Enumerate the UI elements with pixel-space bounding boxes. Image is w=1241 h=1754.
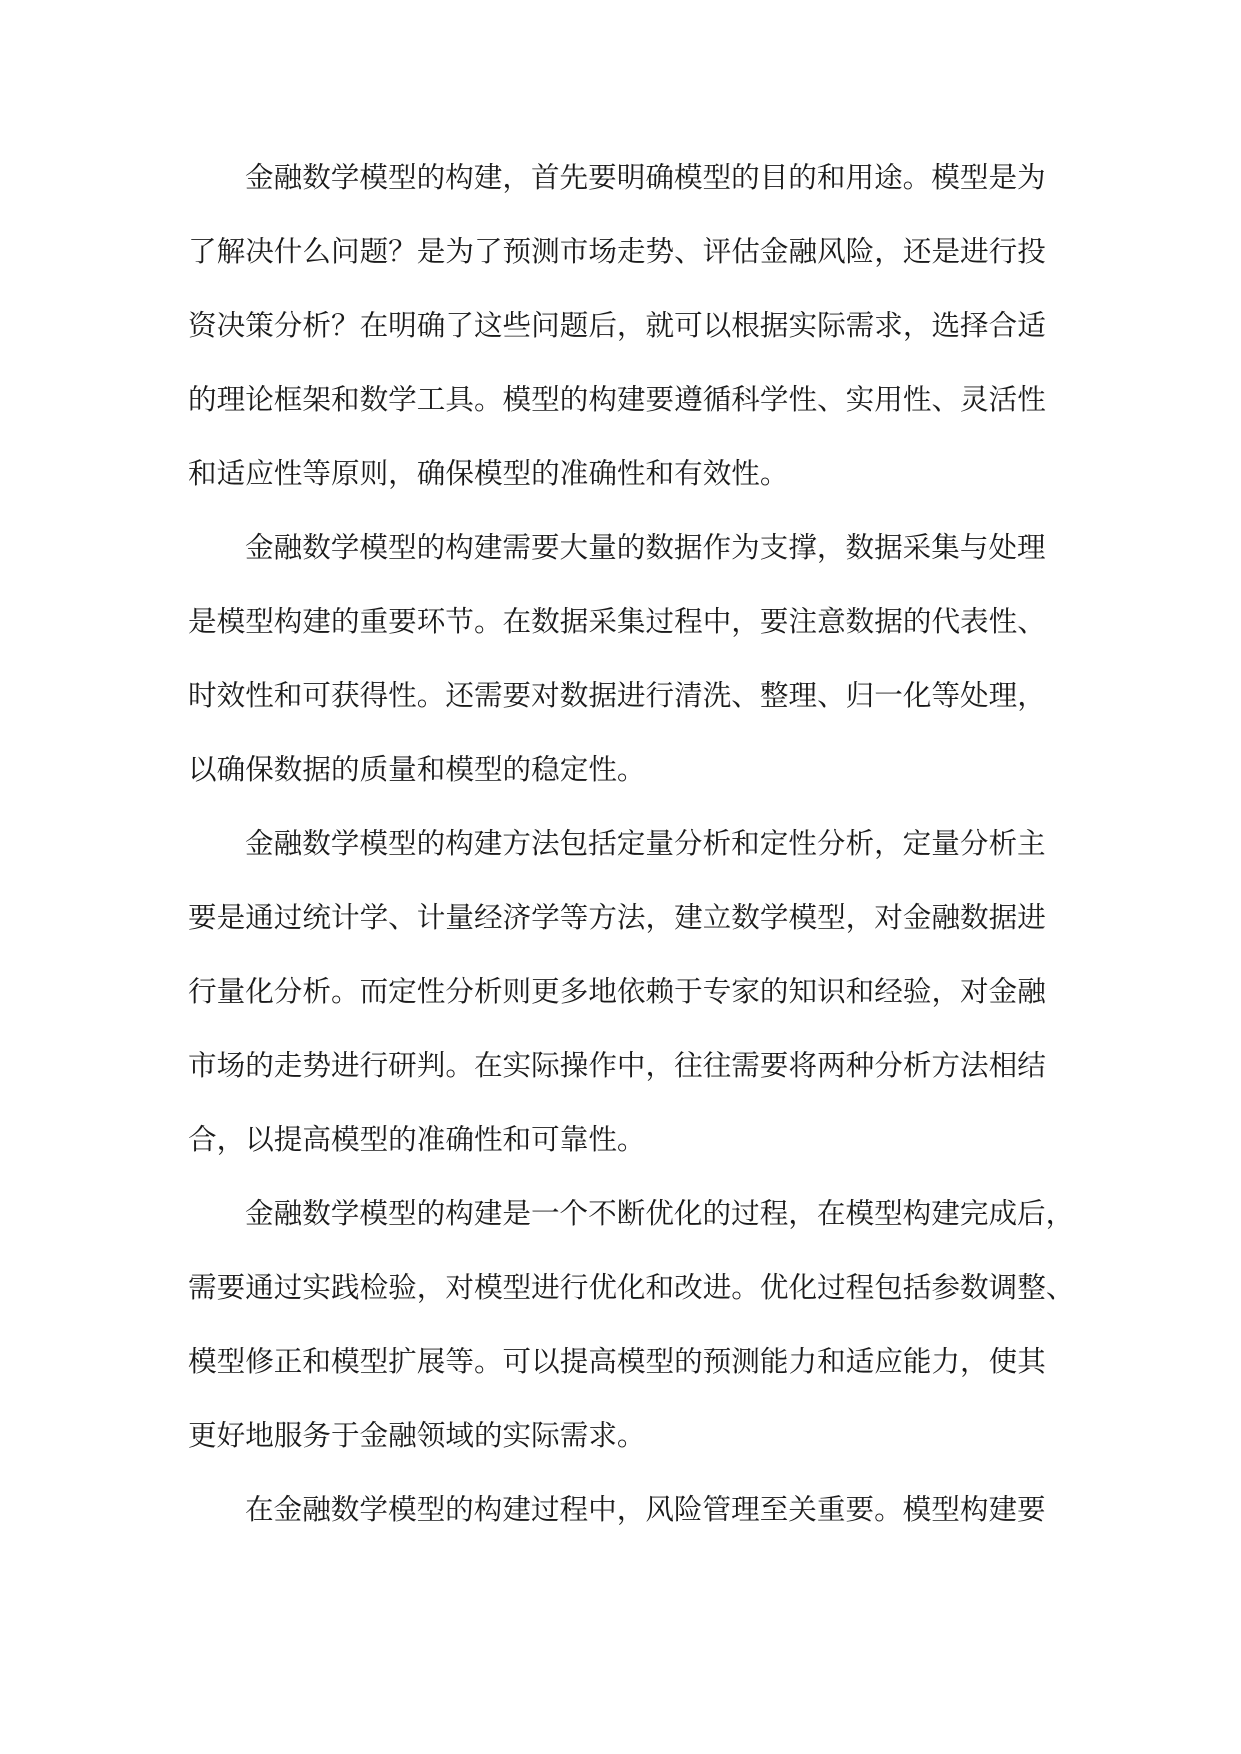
paragraph-line: 金融数学模型的构建，首先要明确模型的目的和用途。模型是为: [245, 160, 1046, 194]
paragraph-line: 金融数学模型的构建需要大量的数据作为支撑，数据采集与处理: [245, 530, 1046, 564]
paragraph-line: 行量化分析。而定性分析则更多地依赖于专家的知识和经验，对金融: [188, 974, 1046, 1008]
paragraph-line: 了解决什么问题？是为了预测市场走势、评估金融风险，还是进行投: [188, 234, 1046, 268]
paragraph-analysis-methods: [188, 806, 1058, 1176]
paragraph-line: 的理论框架和数学工具。模型的构建要遵循科学性、实用性、灵活性: [188, 382, 1046, 416]
paragraph-line: 时效性和可获得性。还需要对数据进行清洗、整理、归一化等处理，: [188, 678, 1046, 712]
paragraph-line: 金融数学模型的构建是一个不断优化的过程，在模型构建完成后，: [245, 1196, 1075, 1230]
paragraph-line: 要是通过统计学、计量经济学等方法，建立数学模型，对金融数据进: [188, 900, 1046, 934]
paragraph-line: 和适应性等原则，确保模型的准确性和有效性。: [188, 456, 789, 490]
paragraph-optimization: [188, 1176, 1075, 1472]
paragraph-line: 市场的走势进行研判。在实际操作中，往往需要将两种分析方法相结: [188, 1048, 1046, 1082]
paragraph-line: 模型修正和模型扩展等。可以提高模型的预测能力和适应能力，使其: [188, 1344, 1046, 1378]
paragraph-line: 金融数学模型的构建方法包括定量分析和定性分析，定量分析主: [245, 826, 1046, 860]
paragraph-line: 是模型构建的重要环节。在数据采集过程中，要注意数据的代表性、: [188, 604, 1046, 638]
paragraph-line: 在金融数学模型的构建过程中，风险管理至关重要。模型构建要: [245, 1492, 1046, 1526]
document-body: [188, 140, 1075, 1546]
paragraph-risk-management: [188, 1472, 1058, 1546]
paragraph-line: 更好地服务于金融领域的实际需求。: [188, 1418, 646, 1452]
paragraph-line: 需要通过实践检验，对模型进行优化和改进。优化过程包括参数调整、: [188, 1270, 1075, 1304]
paragraph-model-purpose: [188, 140, 1058, 510]
paragraph-line: 合，以提高模型的准确性和可靠性。: [188, 1122, 646, 1156]
paragraph-line: 以确保数据的质量和模型的稳定性。: [188, 752, 646, 786]
paragraph-data-collection: [188, 510, 1058, 806]
paragraph-line: 资决策分析？在明确了这些问题后，就可以根据实际需求，选择合适: [188, 308, 1046, 342]
